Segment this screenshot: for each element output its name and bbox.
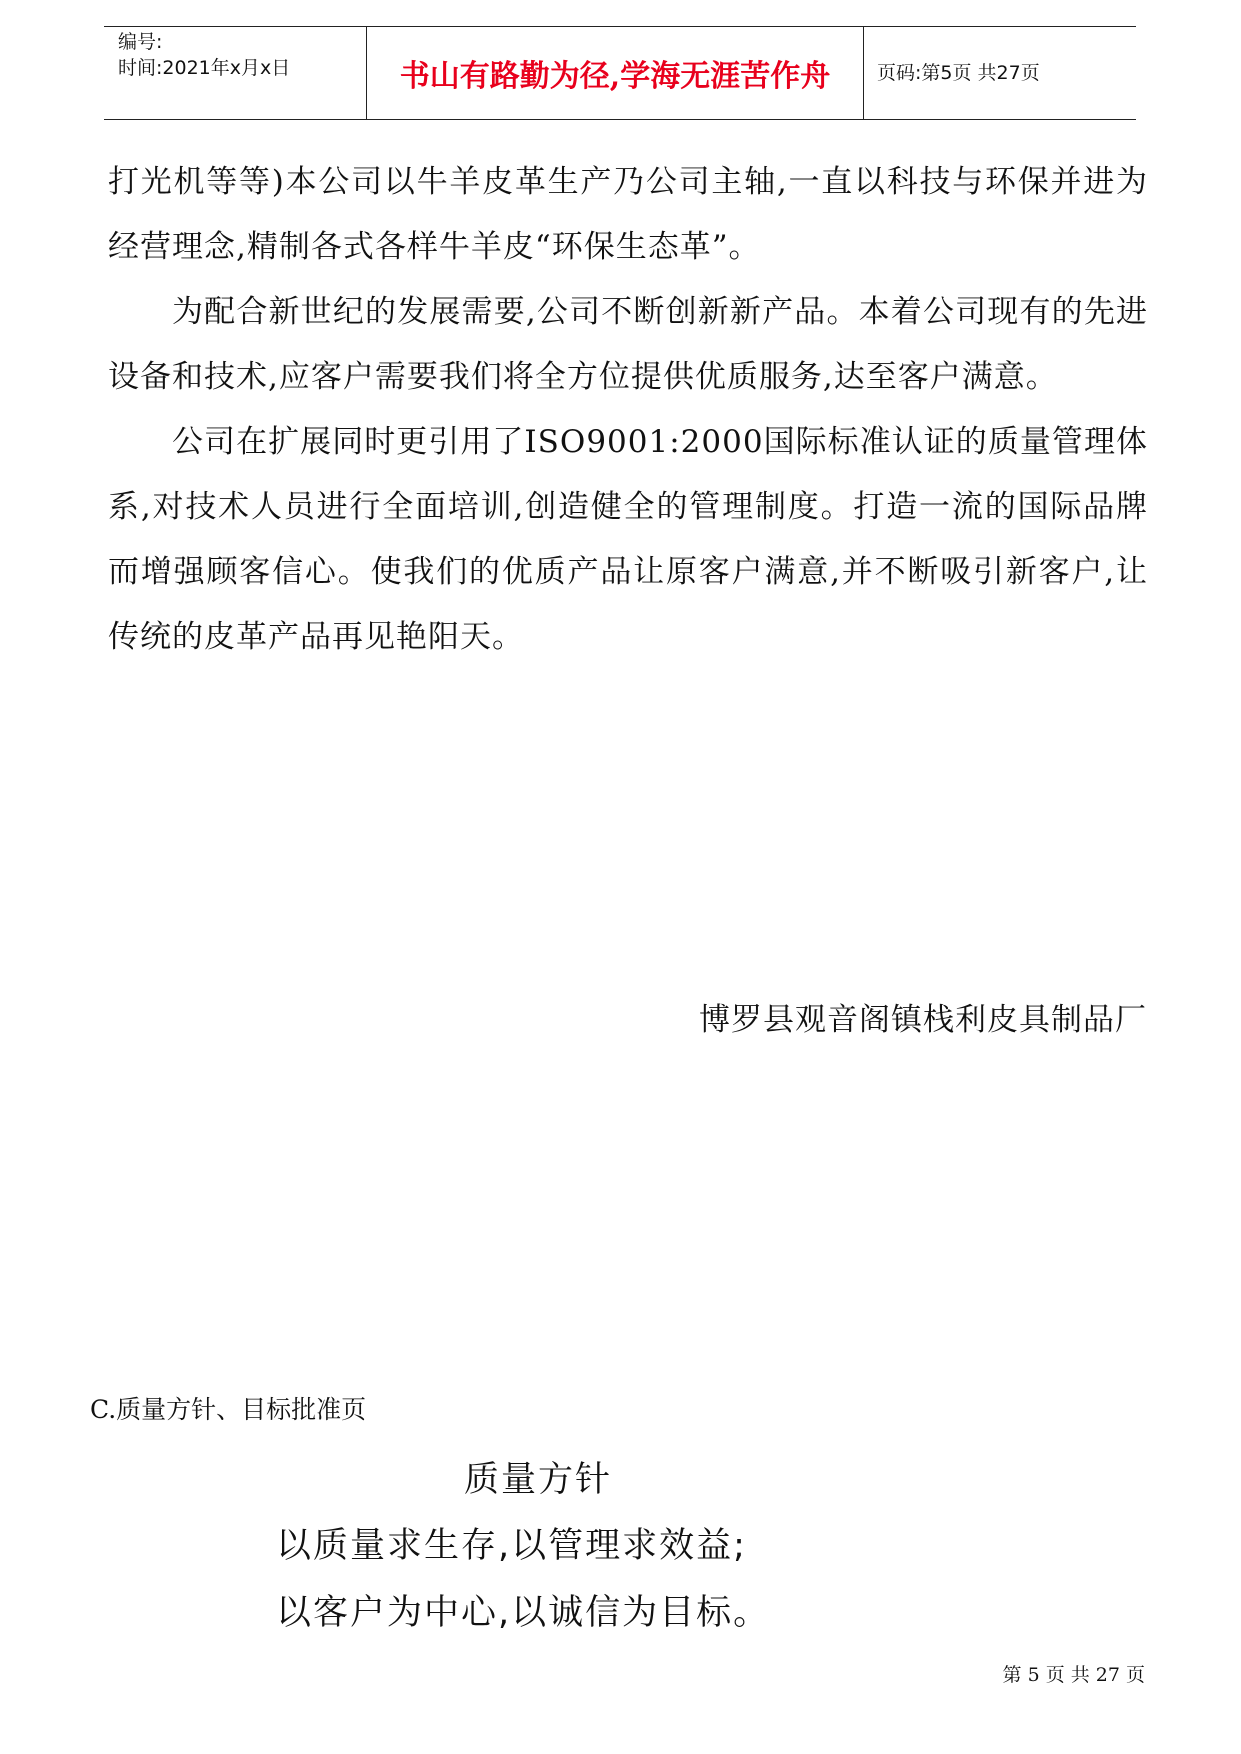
quality-policy-line-1: 以质量求生存,以管理求效益; (276, 1526, 747, 1566)
quality-policy-title: 质量方针 (464, 1460, 613, 1500)
document-number-label: 编号: (118, 31, 163, 53)
page-header (104, 26, 1136, 120)
header-motto-cell (366, 27, 864, 119)
company-signature: 博罗县观音阁镇栈利皮具制品厂 (699, 1002, 1147, 1038)
header-left-cell (104, 27, 366, 119)
header-motto: 书山有路勤为径,学海无涯苦作舟 (399, 59, 831, 94)
section-c-heading: C.质量方针、目标批准页 (90, 1395, 367, 1424)
page-footer: 第 5 页 共 27 页 (1002, 1664, 1145, 1686)
body-paragraph-3: 公司在扩展同时更引用了ISO9001:2000国际标准认证的质量管理体系,对技术人员进行全面培训,创造健全的管理制度。打造一流的国际品牌而增强顾客信心。使我们的优质产品让原客户满意,并不断吸引新客户,让传统的皮革产品再见艳阳天。 (108, 424, 1148, 655)
document-date-label: 时间:2021年x月x日 (118, 57, 291, 79)
body-paragraph-2: 为配合新世纪的发展需要,公司不断创新新产品。本着公司现有的先进设备和技术,应客户需要我们将全方位提供优质服务,达至客户满意。 (108, 294, 1148, 395)
body-paragraph-1: 打光机等等)本公司以牛羊皮革生产乃公司主轴,一直以科技与环保并进为经营理念,精制各式各样牛羊皮“环保生态革”。 (108, 164, 1148, 265)
header-page-code: 页码:第5页 共27页 (877, 61, 1040, 84)
body-text (108, 150, 1148, 670)
quality-policy-line-2: 以客户为中心,以诚信为目标。 (276, 1593, 771, 1633)
header-right-cell (863, 27, 1136, 119)
